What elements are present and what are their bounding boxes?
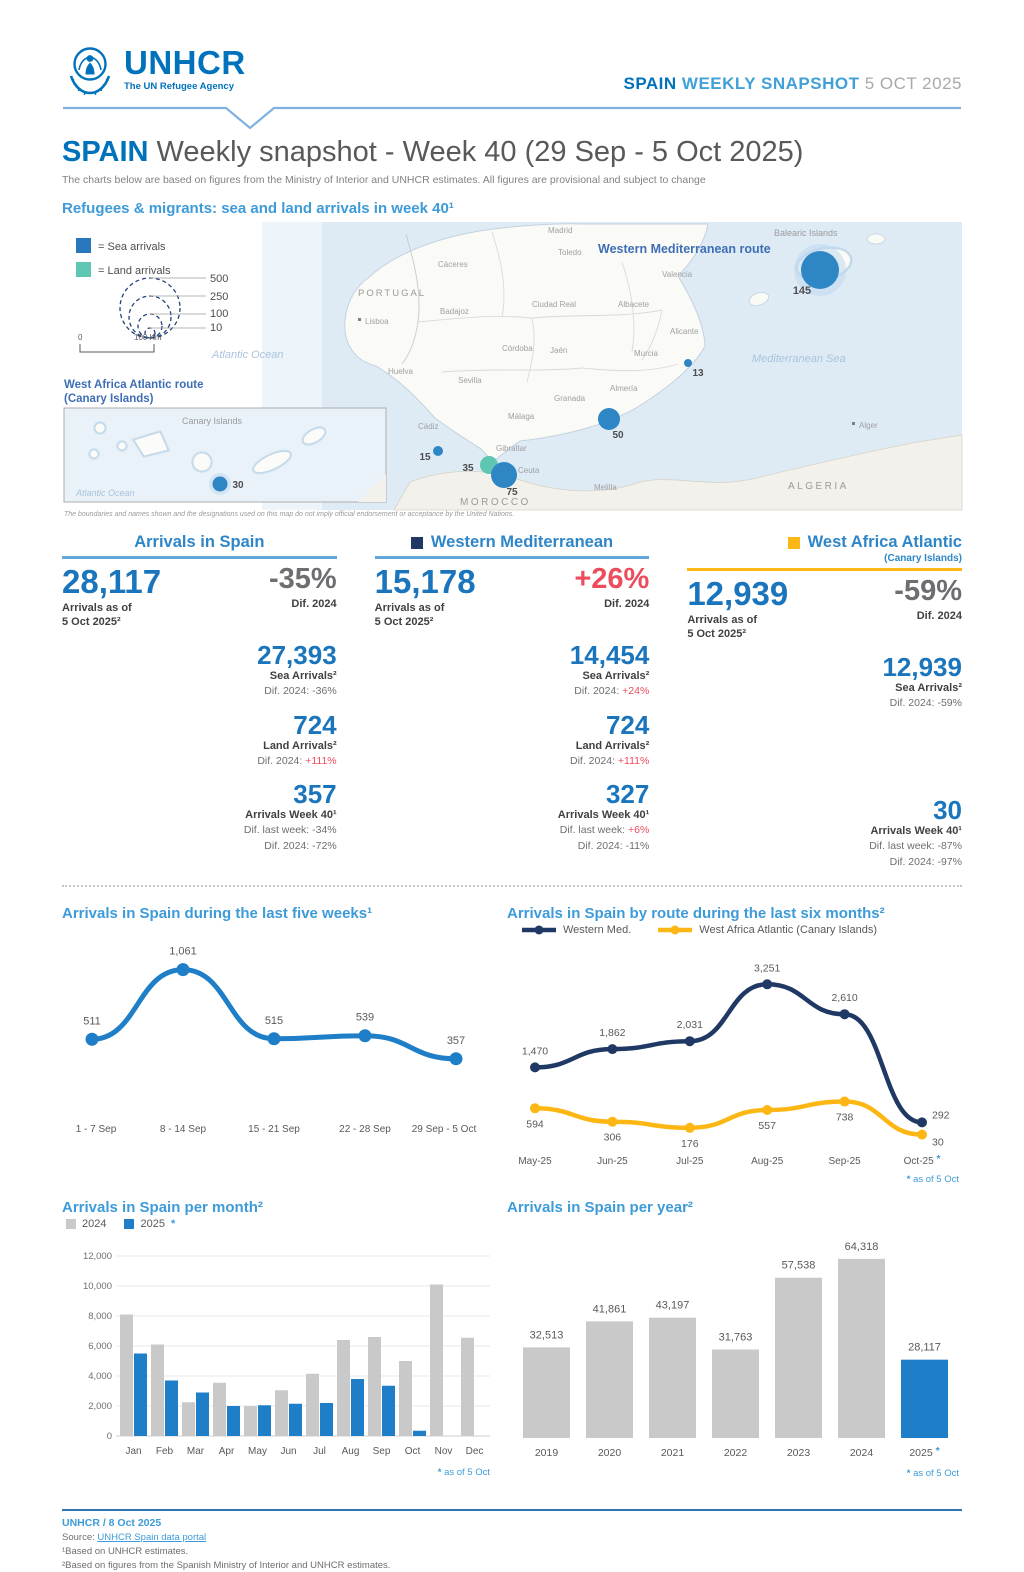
dif-value: +26% xyxy=(574,562,650,595)
svg-text:2019: 2019 xyxy=(534,1446,559,1459)
six-months-legend xyxy=(521,924,962,936)
map-label-sevilla: Sevilla xyxy=(458,376,482,386)
charts-row-1 xyxy=(62,899,962,1191)
dotted-divider xyxy=(62,885,962,887)
per-year-bar-chart xyxy=(507,1218,962,1494)
map-label-badajoz: Badajoz xyxy=(440,307,469,317)
svg-text:539: 539 xyxy=(355,1011,375,1024)
total-block xyxy=(687,574,789,642)
canary-bubble-value: 30 xyxy=(232,480,244,492)
chart-five-weeks xyxy=(62,899,492,1191)
land-arrivals-value: 724 xyxy=(605,709,650,740)
svg-text:2,031: 2,031 xyxy=(676,1019,703,1032)
svg-text:Aug: Aug xyxy=(341,1445,360,1457)
inset-label-canary: Canary Islands xyxy=(182,416,243,427)
land-dif-prefix: Dif. 2024: xyxy=(570,754,618,767)
western-med-title xyxy=(375,533,650,552)
dif-value: -35% xyxy=(268,562,337,595)
land-arrivals-label: = Land arrivals xyxy=(98,265,171,278)
sea-arrivals-dif: Dif. 2024: -36% xyxy=(264,685,337,698)
svg-text:511: 511 xyxy=(83,1015,101,1028)
week-arrivals-value: 327 xyxy=(605,778,650,809)
svg-text:57,538: 57,538 xyxy=(781,1259,816,1272)
svg-text:2,000: 2,000 xyxy=(88,1400,112,1412)
legend-2025-asterisk: * xyxy=(170,1217,176,1230)
brand-name: UNHCR xyxy=(124,44,246,81)
svg-text:41,861: 41,861 xyxy=(592,1303,627,1316)
svg-text:30: 30 xyxy=(932,1136,944,1149)
svg-text:Nov: Nov xyxy=(434,1445,453,1457)
svg-text:28,117: 28,117 xyxy=(908,1341,941,1354)
svg-text:1,061: 1,061 xyxy=(169,945,197,958)
legend-2024-swatch xyxy=(66,1219,76,1229)
svg-text:Feb: Feb xyxy=(155,1445,174,1457)
week-dif-line2: Dif. 2024: -97% xyxy=(889,855,962,868)
west-africa-title xyxy=(687,533,962,552)
week-dif-prefix: Dif. last week: xyxy=(559,823,629,836)
land-arrivals-block xyxy=(62,709,337,768)
map-label-ciudad-real: Ciudad Real xyxy=(532,300,577,310)
map-label-huelva: Huelva xyxy=(388,367,413,377)
total-value: 12,939 xyxy=(687,574,789,612)
sea-arrivals-value: 12,939 xyxy=(882,652,962,683)
map-label-alicante: Alicante xyxy=(670,327,699,337)
svg-text:Oct-25 *: Oct-25 * xyxy=(903,1153,941,1167)
scale-end: 100 Km xyxy=(134,333,162,343)
banner-country: SPAIN xyxy=(623,74,677,93)
source-link[interactable]: UNHCR Spain data portal xyxy=(97,1532,207,1544)
panel-western-mediterranean xyxy=(375,533,650,869)
svg-text:0: 0 xyxy=(106,1430,112,1442)
legend-2024-label: 2024 xyxy=(82,1217,107,1230)
svg-text:Jul-25: Jul-25 xyxy=(676,1155,704,1167)
sea-arrivals-label: = Sea arrivals xyxy=(98,241,166,254)
map-legend xyxy=(76,238,228,352)
svg-text:357: 357 xyxy=(446,1034,466,1047)
size-label-10: 10 xyxy=(210,322,223,335)
land-arrivals-value: 724 xyxy=(293,709,337,740)
canary-inset xyxy=(64,408,386,502)
total-label-line1: Arrivals as of xyxy=(687,613,758,626)
map-label-valencia: Valencia xyxy=(662,270,693,280)
sea-arrivals-block xyxy=(375,642,650,698)
svg-text:1,862: 1,862 xyxy=(599,1027,626,1040)
total-value: 15,178 xyxy=(374,562,476,600)
svg-text:2022: 2022 xyxy=(723,1446,748,1459)
land-arrivals-label: Land Arrivals² xyxy=(575,739,650,752)
charts-row-2 xyxy=(62,1193,962,1499)
svg-text:Sep-25: Sep-25 xyxy=(828,1155,861,1167)
legend-west-africa xyxy=(657,924,877,936)
map-label-ceuta: Ceuta xyxy=(518,466,540,476)
sea-arrivals-swatch xyxy=(76,238,91,253)
ceuta-sea-bubble xyxy=(491,462,517,488)
svg-text:* as of 5 Oct: * as of 5 Oct xyxy=(906,1173,959,1185)
sea-arrivals-value: 14,454 xyxy=(569,640,650,671)
svg-text:Jun-25: Jun-25 xyxy=(597,1155,628,1167)
legend-2025 xyxy=(124,1218,175,1230)
land-arrivals-label: Land Arrivals² xyxy=(263,739,337,752)
ceuta-land-bubble-value: 35 xyxy=(462,463,474,475)
week-dif-line2: Dif. 2024: -11% xyxy=(577,839,650,852)
page-subtitle: The charts below are based on figures from the Ministry of Interior and UNHCR estimates. All figures are provisional and subject to change xyxy=(62,174,706,187)
week-arrivals-block xyxy=(62,778,337,853)
logo-text xyxy=(124,46,246,92)
scale-start: 0 xyxy=(78,333,83,343)
week-arrivals-label: Arrivals Week 40¹ xyxy=(557,808,650,821)
page-title xyxy=(62,136,962,169)
west-africa-title-text: West Africa Atlantic xyxy=(807,533,962,552)
sea-dif-prefix: Dif. 2024: xyxy=(574,685,623,698)
total-label-line2: 5 Oct 2025² xyxy=(62,616,121,629)
week-dif-line1: Dif. last week: -34% xyxy=(243,823,337,836)
west-africa-line-icon xyxy=(657,925,693,935)
brand-tagline: The UN Refugee Agency xyxy=(124,81,234,92)
svg-text:738: 738 xyxy=(835,1111,854,1124)
map-label-albacete: Albacete xyxy=(618,300,650,310)
footer-note2: ²Based on figures from the Spanish Ministry of Interior and UNHCR estimates. xyxy=(62,1559,391,1571)
panel-arrivals-spain xyxy=(62,533,337,869)
svg-text:43,197: 43,197 xyxy=(655,1299,690,1312)
map-disclaimer: The boundaries and names shown and the designations used on this map do not imply official endorsement or acceptance by the United Nations. xyxy=(64,511,515,519)
legend-2025-swatch xyxy=(124,1219,134,1229)
unhcr-emblem-icon xyxy=(62,40,118,98)
svg-text:31,763: 31,763 xyxy=(718,1331,753,1344)
dif-block xyxy=(574,562,650,630)
map-label-cadiz: Cádiz xyxy=(418,422,439,432)
yellow-square-icon xyxy=(788,537,800,549)
map-label-malaga: Málaga xyxy=(508,412,535,422)
six-months-chart-title: Arrivals in Spain by route during the last six months² xyxy=(507,904,885,922)
map-label-jaen: Jaén xyxy=(550,346,568,356)
svg-text:557: 557 xyxy=(758,1119,776,1132)
legend-west-africa-label: West Africa Atlantic (Canary Islands) xyxy=(699,923,877,936)
western-med-line-icon xyxy=(521,925,557,935)
chart-per-year xyxy=(507,1193,962,1499)
week-arrivals-value: 357 xyxy=(293,778,337,809)
six-months-line-chart xyxy=(507,936,962,1186)
week-arrivals-value: 30 xyxy=(933,794,962,825)
inset-label-atlantic: Atlantic Ocean xyxy=(76,488,135,499)
svg-text:May-25: May-25 xyxy=(518,1155,552,1167)
dif-block xyxy=(894,574,962,642)
per-year-chart-title: Arrivals in Spain per year² xyxy=(507,1198,693,1216)
svg-text:515: 515 xyxy=(264,1014,284,1027)
svg-text:29 Sep - 5 Oct: 29 Sep - 5 Oct xyxy=(411,1123,477,1135)
week-arrivals-label: Arrivals Week 40¹ xyxy=(245,808,337,821)
total-label-line1: Arrivals as of xyxy=(374,601,445,614)
alicante-sea-bubble xyxy=(684,359,692,367)
svg-text:3,251: 3,251 xyxy=(754,962,781,975)
svg-text:6,000: 6,000 xyxy=(88,1340,112,1352)
legend-western-med-label: Western Med. xyxy=(563,923,632,936)
svg-text:Mar: Mar xyxy=(186,1445,205,1457)
dif-label: Dif. 2024 xyxy=(604,597,650,610)
footer-note1: ¹Based on UNHCR estimates. xyxy=(62,1545,189,1557)
cadiz-bubble-value: 15 xyxy=(419,452,431,464)
arrivals-spain-main xyxy=(62,562,337,630)
map-label-gibraltar: Gibraltar xyxy=(496,444,527,454)
map-label-caceres: Cáceres xyxy=(438,260,468,270)
alicante-bubble-value: 13 xyxy=(692,368,704,380)
svg-text:2,610: 2,610 xyxy=(831,992,858,1005)
svg-text:Dec: Dec xyxy=(465,1445,484,1457)
unhcr-logo xyxy=(62,40,246,98)
total-label-line1: Arrivals as of xyxy=(62,601,132,614)
week-arrivals-block xyxy=(375,778,650,853)
svg-text:1,470: 1,470 xyxy=(521,1045,549,1058)
map-label-murcia: Murcia xyxy=(634,349,659,359)
total-block xyxy=(62,562,162,630)
svg-text:15 - 21 Sep: 15 - 21 Sep xyxy=(248,1123,300,1135)
sea-arrivals-dif: Dif. 2024: -59% xyxy=(889,697,962,710)
svg-text:2021: 2021 xyxy=(660,1446,685,1459)
header-divider xyxy=(62,106,962,130)
land-arrivals-dif xyxy=(62,754,337,768)
title-rest: Weekly snapshot - Week 40 (29 Sep - 5 Oct 2025) xyxy=(148,136,804,168)
total-label-line2: 5 Oct 2025² xyxy=(687,628,747,641)
svg-text:10,000: 10,000 xyxy=(82,1280,112,1292)
map-label-cordoba: Córdoba xyxy=(502,344,533,354)
map-label-morocco: MOROCCO xyxy=(460,497,531,509)
svg-text:594: 594 xyxy=(526,1118,544,1131)
svg-text:* as of 5 Oct: * as of 5 Oct xyxy=(906,1467,959,1479)
canary-sea-bubble xyxy=(213,477,228,492)
per-month-chart-title: Arrivals in Spain per month² xyxy=(62,1198,263,1216)
week-arrivals-label: Arrivals Week 40¹ xyxy=(870,824,962,837)
week-arrivals-block xyxy=(687,794,962,869)
land-dif-prefix: Dif. 2024: xyxy=(257,754,306,767)
svg-text:Oct: Oct xyxy=(404,1445,421,1457)
svg-text:22 - 28 Sep: 22 - 28 Sep xyxy=(339,1123,391,1135)
total-value: 28,117 xyxy=(62,562,162,600)
svg-text:12,000: 12,000 xyxy=(82,1250,112,1262)
svg-text:8 - 14 Sep: 8 - 14 Sep xyxy=(159,1123,207,1135)
dif-block xyxy=(268,562,337,630)
week-dif-value: +6% xyxy=(628,823,650,836)
land-dif-value: +111% xyxy=(305,754,337,767)
per-month-bar-chart xyxy=(62,1230,492,1480)
svg-text:Jan: Jan xyxy=(125,1445,142,1457)
title-country: SPAIN xyxy=(62,136,149,168)
ceuta-sea-bubble-value: 75 xyxy=(506,487,518,499)
land-arrivals-dif xyxy=(375,754,650,768)
svg-text:8,000: 8,000 xyxy=(88,1310,112,1322)
five-weeks-line-chart xyxy=(62,924,492,1142)
panel-west-africa-atlantic xyxy=(687,533,962,869)
total-block xyxy=(374,562,476,630)
map-label-toledo: Toledo xyxy=(558,248,582,258)
sea-arrivals-label: Sea Arrivals² xyxy=(582,670,650,683)
svg-text:Jun: Jun xyxy=(280,1445,297,1457)
sea-arrivals-block xyxy=(62,642,337,698)
total-label-line2: 5 Oct 2025² xyxy=(374,616,434,629)
sea-dif-value: +24% xyxy=(622,685,650,698)
map-label-atlantic-ocean: Atlantic Ocean xyxy=(212,349,284,362)
scale-bar xyxy=(80,344,154,352)
svg-text:176: 176 xyxy=(681,1137,699,1150)
sea-arrivals-block xyxy=(687,654,962,710)
size-connectors xyxy=(150,278,206,328)
western-med-main xyxy=(374,562,650,630)
map-label-alger: Alger xyxy=(859,421,878,431)
week-dif-line2: Dif. 2024: -72% xyxy=(264,839,337,852)
week-dif-line1: Dif. last week: -87% xyxy=(869,839,962,852)
chart-six-months xyxy=(507,899,962,1191)
map-label-balearic-islands: Balearic Islands xyxy=(774,228,838,239)
svg-text:Aug-25: Aug-25 xyxy=(751,1155,784,1167)
map-svg xyxy=(62,222,962,518)
map-label-melilla: Melilla xyxy=(594,483,617,493)
alger-marker xyxy=(852,422,855,425)
route-label-western-med: Western Mediterranean route xyxy=(598,242,771,257)
chart-per-month xyxy=(62,1193,492,1499)
balearic-sea-bubble xyxy=(801,251,839,289)
svg-text:2025 *: 2025 * xyxy=(909,1444,940,1459)
empty-land-slot xyxy=(687,711,962,784)
route-label-west-africa-1: West Africa Atlantic route xyxy=(64,379,204,392)
dif-label: Dif. 2024 xyxy=(291,597,337,610)
size-label-250: 250 xyxy=(210,291,229,304)
route-label-west-africa-2: (Canary Islands) xyxy=(64,393,154,406)
footer xyxy=(62,1509,962,1572)
arrivals-spain-title-text: Arrivals in Spain xyxy=(134,533,265,552)
svg-text:Sep: Sep xyxy=(372,1445,391,1457)
arrivals-spain-rule xyxy=(62,556,337,559)
source-prefix: Source: xyxy=(62,1532,98,1544)
footer-credit: UNHCR / 8 Oct 2025 xyxy=(62,1516,162,1529)
total-label xyxy=(687,613,788,642)
header xyxy=(62,34,962,98)
footer-source xyxy=(62,1531,962,1545)
land-arrivals-block xyxy=(375,709,650,768)
sea-arrivals-label: Sea Arrivals² xyxy=(269,670,337,683)
map-label-portugal: PORTUGAL xyxy=(358,288,427,300)
almeria-bubble-value: 50 xyxy=(612,430,624,442)
arrivals-spain-title xyxy=(62,533,337,552)
legend-western-med xyxy=(521,924,631,936)
map-label-almeria: Almería xyxy=(610,384,638,394)
almeria-sea-bubble xyxy=(598,408,620,430)
balearic-bubble-value: 145 xyxy=(792,285,812,298)
western-med-title-text: Western Mediterranean xyxy=(430,533,614,552)
stats-panels xyxy=(62,533,962,869)
map-section-title: Refugees & migrants: sea and land arrivals in week 40¹ xyxy=(62,200,454,218)
sea-arrivals-dif xyxy=(375,684,650,698)
map-label-lisboa: Lisboa xyxy=(365,317,389,327)
svg-text:* as of 5 Oct: * as of 5 Oct xyxy=(437,1466,490,1478)
report-banner xyxy=(623,74,962,98)
dif-label: Dif. 2024 xyxy=(916,609,962,622)
navy-square-icon xyxy=(411,537,423,549)
svg-text:Jul: Jul xyxy=(313,1445,326,1457)
size-label-100: 100 xyxy=(210,308,229,321)
west-africa-rule xyxy=(687,568,962,571)
arrivals-map xyxy=(62,222,962,523)
western-med-rule xyxy=(375,556,650,559)
svg-text:Apr: Apr xyxy=(218,1445,235,1457)
svg-text:May: May xyxy=(248,1445,267,1457)
lisboa-marker xyxy=(358,318,361,321)
sea-arrivals-label: Sea Arrivals² xyxy=(895,682,962,695)
land-dif-value: +111% xyxy=(617,754,650,767)
svg-text:2024: 2024 xyxy=(849,1446,874,1459)
per-month-legend xyxy=(66,1218,492,1230)
svg-text:2023: 2023 xyxy=(786,1446,811,1459)
west-africa-main xyxy=(687,574,962,642)
banner-date: 5 OCT 2025 xyxy=(864,74,962,93)
sea-arrivals-value: 27,393 xyxy=(257,640,337,671)
svg-text:292: 292 xyxy=(932,1109,950,1122)
total-label xyxy=(62,601,161,630)
banner-type: WEEKLY SNAPSHOT xyxy=(681,74,860,93)
svg-text:64,318: 64,318 xyxy=(844,1240,879,1253)
svg-text:2020: 2020 xyxy=(597,1446,622,1459)
total-label xyxy=(375,601,476,630)
svg-text:306: 306 xyxy=(603,1131,622,1144)
map-label-madrid: Madrid xyxy=(548,226,573,236)
svg-text:1 - 7 Sep: 1 - 7 Sep xyxy=(75,1123,117,1135)
west-africa-subtitle: (Canary Islands) xyxy=(884,553,962,565)
size-label-500: 500 xyxy=(210,273,229,286)
svg-text:4,000: 4,000 xyxy=(88,1370,112,1382)
land-arrivals-swatch xyxy=(76,262,91,277)
legend-2025-label: 2025 xyxy=(140,1217,165,1230)
five-weeks-chart-title: Arrivals in Spain during the last five weeks¹ xyxy=(62,904,373,922)
cadiz-sea-bubble xyxy=(433,446,443,456)
map-label-granada: Granada xyxy=(554,394,586,404)
bubble-size-circles xyxy=(120,278,180,338)
svg-text:32,513: 32,513 xyxy=(529,1329,564,1342)
map-label-algeria: ALGERIA xyxy=(788,481,849,493)
week-dif-line1 xyxy=(375,823,650,837)
dif-value: -59% xyxy=(894,574,962,607)
map-label-mediterranean-sea: Mediterranean Sea xyxy=(752,353,846,366)
legend-2024 xyxy=(66,1218,106,1230)
